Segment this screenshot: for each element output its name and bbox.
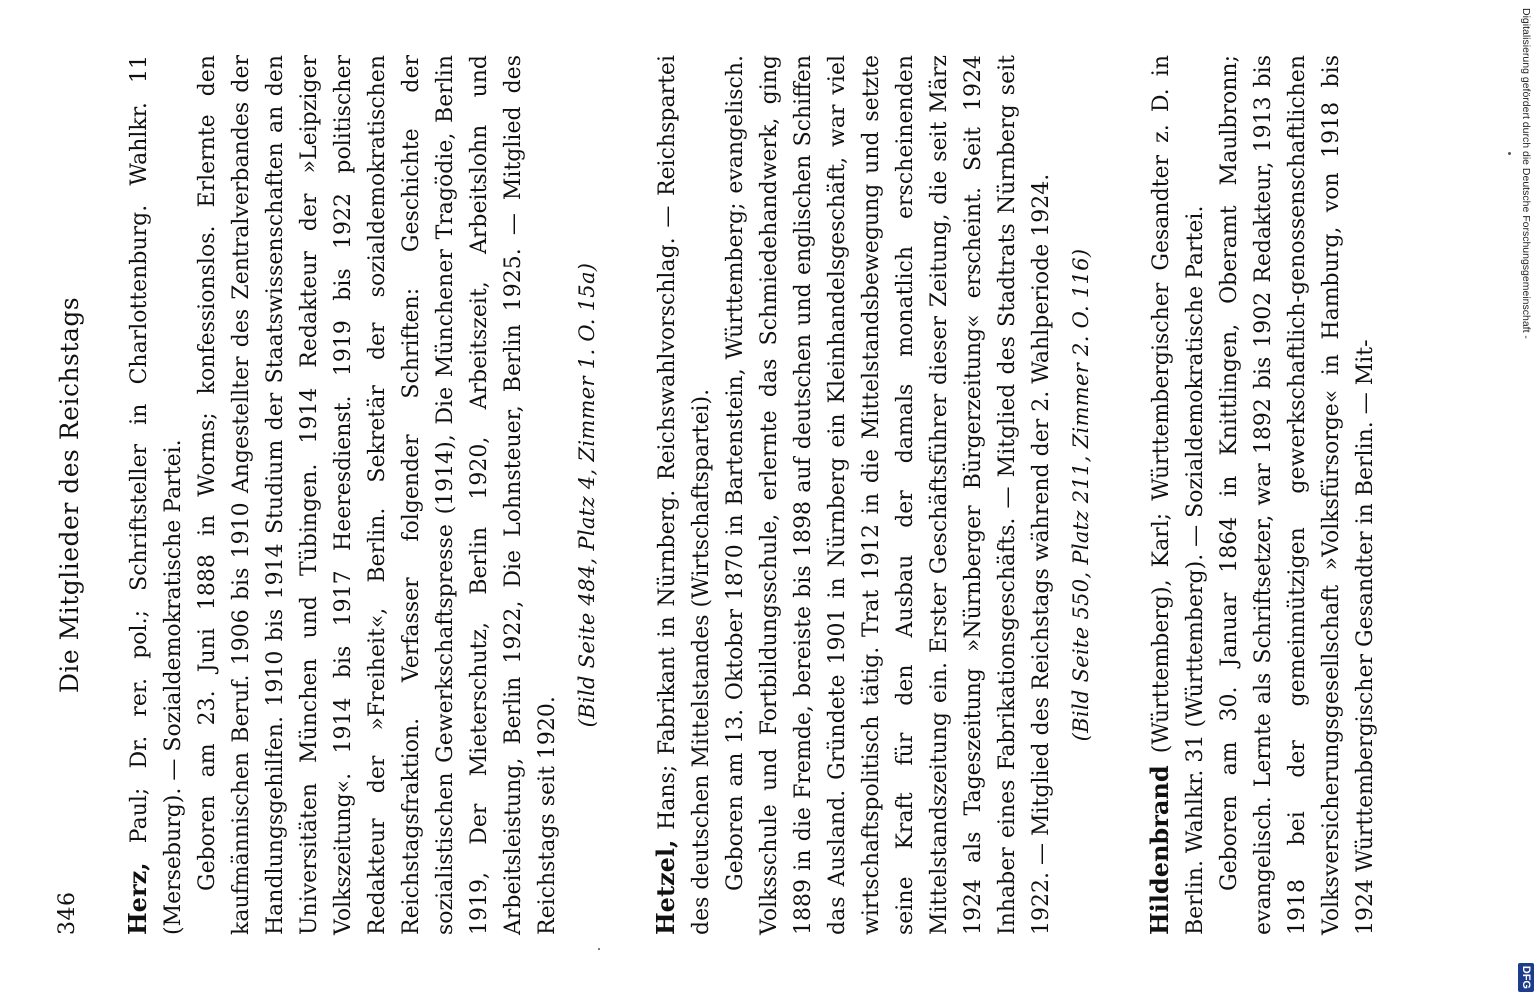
scan-speck (598, 948, 600, 950)
dfg-logo: DFG (1518, 963, 1534, 992)
entry-body: Geboren am 23. Juni 1888 in Worms; konfessionslos. Erlernte den kaufmännischen Beruf. 1906 bis 1910 Angestellter des Zentralverbandes der Handlungsgehilfen. 1910 bis 1914 Studium der Staatswissenschaften an den Universitäten München und Tübingen. 1914 Redakteur der »Leipziger Volkszeitung«. 1914 bis 1917 Heeresdienst. 1919 bis 1922 politischer Redakteur der »Freiheit«, Berlin. Sekretär der sozialdemokratischen Reichstagsfraktion. Verfasser folgender Schriften: Geschichte der sozialistischen Gewerkschaftspresse (1914), Die Münchener Tragödie, Berlin 1919, Der Mieterschutz, Berlin 1920, Arbeitszeit, Arbeitslohn und Arbeitsleistung, Berlin 1922, Die Lohnsteuer, Berlin 1925. — Mitglied des Reichstags seit 1920. (195, 55, 560, 935)
header-title: Die Mitglieder des Reichstags (55, 296, 84, 694)
entry-hildenbrand (1143, 55, 1383, 935)
entry-name: Hetzel, (651, 839, 680, 935)
entry-intro: Herz, Paul; Dr. rer. pol.; Schriftsteller in Charlottenburg. Wahlkr. 11 (Merseburg). — Sozialdemokratische Partei. (123, 55, 186, 935)
entry-intro: Hildenbrand (Württemberg), Karl; Württembergischer Gesandter z. D. in Berlin. Wahlkr. 31 (Württemberg). — Sozialdemokratische Partei. (1145, 55, 1208, 935)
credit-text: Digitalisierung gefördert durch die Deutsche Forschungsgemeinschaft - (1520, 8, 1532, 339)
entry-intro: Hetzel, Hans; Fabrikant in Nürnberg. Reichswahlvorschlag. — Reichspartei des deutschen Mittelstandes (Wirtschaftspartei). (651, 55, 714, 935)
digitization-credit (1514, 8, 1538, 992)
image-reference: (Bild Seite 550, Platz 211, Zimmer 2. O. 116) (1069, 248, 1093, 742)
entry-body: Geboren am 30. Januar 1864 in Knittlingen, Oberamt Maulbronn; evangelisch. Lernte als Schriftsetzer, war 1892 bis 1902 Redakteur, 1913 bis 1918 bei der gemeinnützigen gewerkschaftlich-genossenschaftlichen Volksversicherungsgesellschaft »Volksfürsorge« in Hamburg, von 1918 bis 1924 Württembergischer Gesandter in Berlin. — Mit- (1217, 55, 1378, 935)
scan-speck (1508, 152, 1511, 155)
entry-body: Geboren am 13. Oktober 1870 in Bartenstein, Württemberg; evangelisch. Volksschule und Fortbildungsschule, erlernte das Schmiedehandwerk, ging 1889 in die Fremde, bereiste bis 1898 auf deutschen und englischen Schiffen das Ausland. Gründete 1901 in Nürnberg ein Kleinhandelsgeschäft, war viel wirtschaftspolitisch tätig. Trat 1912 in die Mittelstandsbewegung und setzte seine Kraft für den Ausbau der damals monatlich erscheinenden Mittelstandszeitung ein. Erster Geschäftsführer dieser Zeitung, die seit März 1924 als Tageszeitung »Nürnberger Bürgerzeitung« erscheint. Seit 1924 Inhaber eines Fabrikationsgeschäfts. — Mitglied des Stadtrats Nürnberg seit 1922. — Mitglied des Reichstags während der 2. Wahlperiode 1924. (723, 55, 1054, 935)
image-reference: (Bild Seite 484, Platz 4, Zimmer 1. O. 15a) (575, 262, 599, 728)
running-head (55, 55, 95, 935)
entry-herz (121, 55, 599, 935)
entry-hetzel (649, 55, 1093, 935)
rotated-page (55, 55, 1475, 935)
page-number: 346 (55, 891, 80, 935)
entry-name: Hildenbrand (1145, 765, 1174, 935)
entry-name: Herz, (123, 862, 152, 935)
